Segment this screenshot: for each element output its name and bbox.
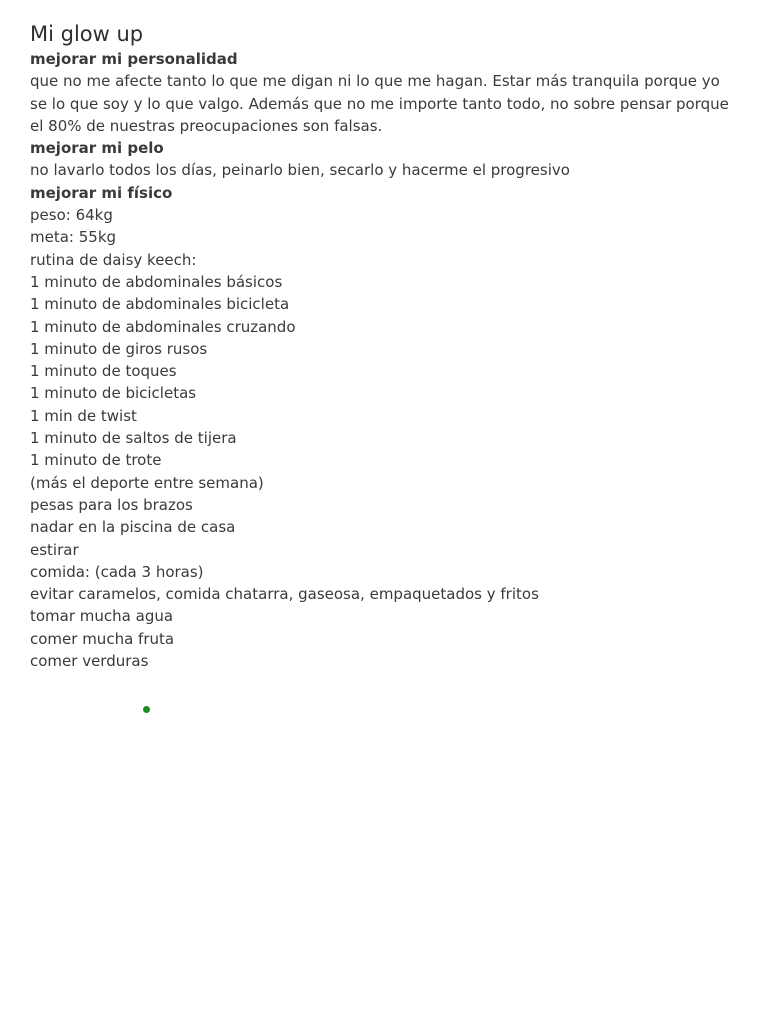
- note-line[interactable]: nadar en la piscina de casa: [30, 518, 236, 537]
- note-line[interactable]: que no me afecte tanto lo que me digan ni lo que me hagan. Estar más tranquila porque yo se lo que soy y lo que valgo. Además que no me importe tanto todo, no sobre pensar porque el 80% de nuestras preocupaciones son falsas.: [30, 72, 729, 135]
- cursor-dot: [143, 706, 150, 713]
- note-line[interactable]: (más el deporte entre semana): [30, 473, 264, 492]
- note-line[interactable]: no lavarlo todos los días, peinarlo bien, secarlo y hacerme el progresivo: [30, 161, 570, 180]
- note-lines[interactable]: [30, 48, 740, 672]
- note-line[interactable]: 1 minuto de bicicletas: [30, 384, 197, 403]
- note-line[interactable]: peso: 64kg: [30, 206, 113, 225]
- note-line[interactable]: 1 minuto de toques: [30, 362, 177, 381]
- note-line[interactable]: rutina de daisy keech:: [30, 250, 197, 269]
- note-line[interactable]: 1 minuto de abdominales bicicleta: [30, 295, 290, 314]
- note-line[interactable]: estirar: [30, 540, 79, 559]
- note-line[interactable]: 1 minuto de giros rusos: [30, 339, 208, 358]
- note-line[interactable]: comida: (cada 3 horas): [30, 562, 204, 581]
- note-line[interactable]: pesas para los brazos: [30, 495, 193, 514]
- note-line[interactable]: 1 minuto de trote: [30, 451, 162, 470]
- note-line[interactable]: 1 minuto de abdominales básicos: [30, 272, 283, 291]
- note-line[interactable]: 1 minuto de saltos de tijera: [30, 429, 237, 448]
- section-heading[interactable]: mejorar mi pelo: [30, 139, 164, 158]
- note-line[interactable]: 1 min de twist: [30, 406, 137, 425]
- section-heading[interactable]: mejorar mi personalidad: [30, 50, 238, 68]
- note-line[interactable]: comer verduras: [30, 652, 149, 671]
- note-line[interactable]: 1 minuto de abdominales cruzando: [30, 317, 296, 336]
- note-line[interactable]: evitar caramelos, comida chatarra, gaseosa, empaquetados y fritos: [30, 585, 539, 604]
- note-line[interactable]: comer mucha fruta: [30, 629, 175, 648]
- note-line[interactable]: meta: 55kg: [30, 228, 117, 247]
- note-title[interactable]: Mi glow up: [30, 22, 144, 46]
- note-body[interactable]: [30, 20, 740, 672]
- note-line[interactable]: tomar mucha agua: [30, 607, 174, 626]
- section-heading[interactable]: mejorar mi físico: [30, 183, 173, 202]
